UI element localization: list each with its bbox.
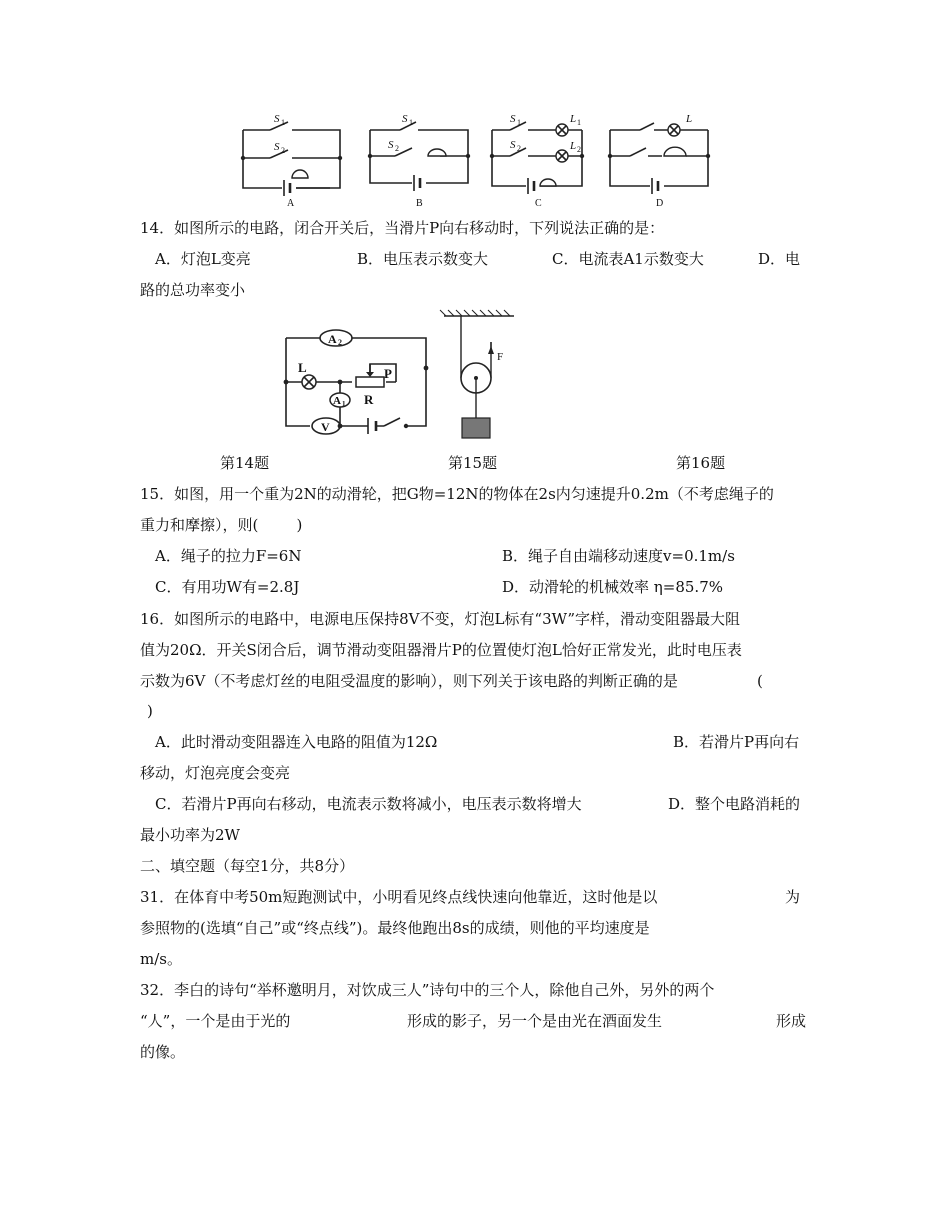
caption-q16: 第16题 (676, 454, 726, 472)
q15-stem-line2: 重力和摩擦），则( ) (140, 516, 303, 534)
circuit-b-s1-label: S (402, 113, 408, 125)
q16-option-b-cont: 移动，灯泡亮度会变亮 (140, 764, 291, 782)
circuit-b (368, 113, 470, 208)
section-2-title: 二、填空题（每空1分，共8分） (140, 857, 355, 875)
q16-option-a: A．此时滑动变阻器连入电路的阻值为12Ω (155, 733, 438, 751)
q32-line2-part2: 形成的影子，另一个是由光在酒面发生 (407, 1012, 663, 1030)
svg-text:1: 1 (577, 118, 581, 127)
q15-option-a: A．绳子的拉力F=6N (155, 547, 302, 565)
q16-stem-line1: 16．如图所示的电路中，电源电压保持8V不变，灯泡L标有“3W”字样，滑动变阻器最大阻 (140, 610, 741, 628)
circuit-a-s1-label: S (274, 113, 280, 125)
q14-stem: 14．如图所示的电路，闭合开关后，当滑片P向右移动时，下列说法正确的是： (140, 219, 665, 237)
circuit-d (608, 113, 710, 208)
circuit-c (490, 113, 584, 208)
circuit-a-label: A (287, 198, 295, 208)
circuit-c-label: C (535, 198, 542, 208)
figure-14-circuit (276, 322, 436, 442)
q14-option-c: C．电流表A1示数变大 (552, 250, 704, 268)
q16-paren-open: ( (757, 672, 763, 690)
q16-option-d-cont: 最小功率为2W (140, 826, 240, 844)
svg-text:1: 1 (342, 400, 346, 408)
caption-q15: 第15题 (448, 454, 498, 472)
q15-option-c: C．有用功W有=2.8J (155, 578, 300, 596)
figure-15-pulley (436, 306, 526, 446)
circuit-a (241, 113, 342, 208)
circuit-c-l2-label: L (570, 140, 577, 152)
circuit-b-s2-label: S (388, 139, 394, 151)
q16-stem-line2: 值为20Ω．开关S闭合后，调节滑动变阻器滑片P的位置使灯泡L恰好正常发光，此时电压表 (140, 641, 742, 659)
q15-option-b: B．绳子自由端移动速度v=0.1m/s (502, 547, 735, 565)
ammeter-a1-label: A (333, 395, 341, 407)
q15-stem-line1: 15．如图，用一个重为2N的动滑轮，把G物=12N的物体在2s内匀速提升0.2m（不考虑绳子的 (140, 485, 774, 503)
circuit-c-s2-label: S (510, 139, 516, 151)
weight-block (462, 418, 490, 438)
q14-option-d-cont: 路的总功率变小 (140, 281, 246, 299)
svg-text:2: 2 (517, 144, 521, 153)
circuit-c-l1-label: L (570, 113, 577, 125)
q14-option-b: B．电压表示数变大 (357, 250, 489, 268)
resistor-r-label: R (364, 392, 374, 407)
svg-text:2: 2 (281, 146, 285, 155)
circuit-d-l-label: L (686, 113, 693, 125)
svg-text:2: 2 (577, 145, 581, 154)
svg-text:1: 1 (281, 118, 285, 127)
q32-line2-part3: 形成 (776, 1012, 807, 1030)
q14-option-d: D．电 (758, 250, 801, 268)
q31-line1-end: 为 (785, 888, 801, 906)
circuit-options-figure (230, 108, 720, 208)
svg-text:1: 1 (517, 118, 521, 127)
slider-p-label: P (384, 366, 392, 381)
q16-stem-line3: 示数为6V（不考虑灯丝的电阻受温度的影响），则下列关于该电路的判断正确的是 (140, 672, 678, 690)
q32-line1: 32．李白的诗句“举杯邀明月，对饮成三人”诗句中的三个人，除他自己外，另外的两个 (140, 981, 715, 999)
circuit-a-s2-label: S (274, 141, 280, 153)
q31-line3: m/s。 (140, 950, 182, 968)
svg-text:1: 1 (409, 118, 413, 127)
q31-line1: 31．在体育中考50m短跑测试中，小明看见终点线快速向他靠近，这时他是以 (140, 888, 658, 906)
circuit-b-label: B (416, 198, 423, 208)
q16-option-b: B．若滑片P再向右 (673, 733, 800, 751)
q15-option-d: D．动滑轮的机械效率 η=85.7% (502, 578, 724, 596)
force-f-label: F (497, 351, 504, 363)
svg-text:2: 2 (338, 338, 342, 347)
q14-option-a: A．灯泡L变亮 (155, 250, 251, 268)
circuit-c-s1-label: S (510, 113, 516, 125)
q32-line2-part1: “人”，一个是由于光的 (140, 1012, 291, 1030)
q16-option-c: C．若滑片P再向右移动，电流表示数将减小，电压表示数将增大 (155, 795, 582, 813)
lamp-l-label: L (298, 360, 307, 375)
voltmeter-label: V (321, 420, 330, 434)
q31-line2: 参照物的(选填“自己”或“终点线”)。最终他跑出8s的成绩，则他的平均速度是 (140, 919, 650, 937)
q16-option-d: D．整个电路消耗的 (668, 795, 801, 813)
ammeter-a2-label: A (328, 332, 337, 346)
q32-line3: 的像。 (140, 1043, 186, 1061)
svg-text:2: 2 (395, 144, 399, 153)
circuit-d-label: D (656, 198, 664, 208)
caption-q14: 第14题 (220, 454, 270, 472)
q16-paren-close: ) (147, 702, 153, 720)
